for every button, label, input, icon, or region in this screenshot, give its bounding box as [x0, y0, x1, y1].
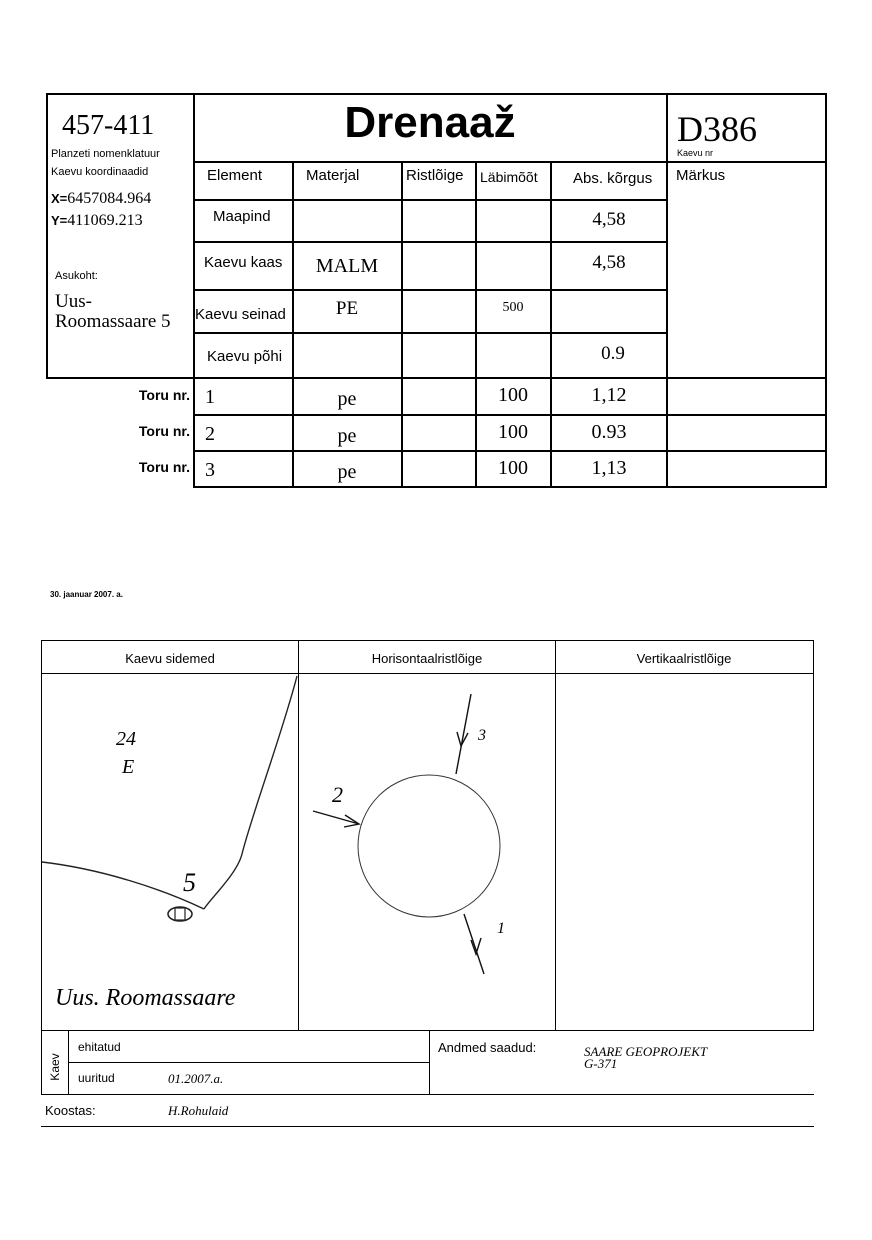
row-diameter: 500: [502, 300, 524, 315]
site-sketch: [42, 674, 298, 1030]
coord-x-value: 6457084.964: [67, 190, 152, 207]
pipe-nr: 1: [205, 386, 215, 408]
pipe-height: 1,13: [591, 457, 627, 479]
compiled-by-label: Koostas:: [45, 1103, 96, 1118]
row-material: PE: [335, 298, 359, 319]
pipe-label: Toru nr.: [138, 459, 190, 475]
data-source-code: G-371: [584, 1056, 618, 1071]
well-symbol-icon: [168, 907, 192, 921]
pipe-height: 0.93: [591, 421, 627, 443]
pipe-nr: 2: [205, 423, 215, 445]
kaev-label: Kaev: [48, 1053, 62, 1081]
hand-note-2: E: [122, 756, 135, 778]
arrow-label-1: 1: [497, 920, 505, 937]
horizontal-section: [299, 674, 555, 1030]
arrow-label-2: 2: [332, 782, 343, 807]
coord-y: [51, 212, 143, 230]
pipe-diameter: 100: [498, 457, 528, 479]
well-circle: [358, 775, 500, 917]
pipe-material: pe: [337, 425, 357, 447]
data-source-value: SAARE GEOPROJEKT: [584, 1044, 708, 1059]
surveyed-label: uuritud: [78, 1071, 115, 1085]
sheet-number-label: Planzeti nomenklatuur: [51, 148, 160, 160]
row-height: 0.9: [601, 343, 625, 364]
pipe-nr: 3: [205, 459, 215, 481]
coord-x-label: X=: [51, 191, 68, 206]
sketch-col-vertical: Vertikaalristlõige: [636, 651, 732, 666]
row-height: 4,58: [592, 252, 626, 273]
row-element: Maapind: [213, 208, 271, 225]
location-label: Asukoht:: [55, 270, 98, 282]
location-value: Uus-Roomassaare 5: [55, 291, 171, 332]
col-height: Abs. kõrgus: [573, 170, 653, 187]
pipe-diameter: 100: [498, 421, 528, 443]
coord-x: [51, 190, 151, 208]
pipe-diameter: 100: [498, 384, 528, 406]
hand-well-nr: 5: [183, 868, 196, 897]
coordinates-label: Kaevu koordinaadid: [51, 166, 149, 178]
col-diameter: Läbimõõt: [480, 169, 538, 185]
built-label: ehitatud: [78, 1040, 121, 1054]
row-material: MALM: [315, 255, 379, 277]
page-title: Drenaaž: [344, 98, 516, 147]
col-material: Materjal: [306, 167, 360, 184]
coord-y-value: 411069.213: [67, 212, 143, 229]
sheet-number: 457-411: [62, 110, 155, 141]
well-number-label: Kaevu nr: [677, 148, 714, 158]
coord-y-label: Y=: [51, 213, 68, 228]
row-element: Kaevu põhi: [207, 348, 283, 365]
sketch-col-horizontal: Horisontaalristlõige: [371, 651, 483, 666]
col-notes: Märkus: [676, 167, 726, 184]
pipe-label: Toru nr.: [138, 387, 190, 403]
document-date: 30. jaanuar 2007. a.: [50, 590, 123, 599]
compiled-by-value: H.Rohulaid: [168, 1103, 229, 1118]
hand-street-name: Uus. Roomassaare: [55, 985, 236, 1011]
row-element: Kaevu seinad: [195, 306, 286, 323]
pipe-height: 1,12: [591, 384, 627, 406]
arrow-label-3: 3: [478, 727, 486, 744]
surveyed-value: 01.2007.a.: [168, 1071, 224, 1086]
pipe-material: pe: [337, 461, 357, 483]
pipe-label: Toru nr.: [138, 423, 190, 439]
sketch-col-connections: Kaevu sidemed: [125, 651, 215, 666]
col-element: Element: [207, 167, 263, 184]
row-element: Kaevu kaas: [204, 254, 283, 271]
well-number: D386: [677, 109, 757, 149]
col-cross: Ristlõige: [406, 167, 464, 184]
pipe-material: pe: [337, 388, 357, 410]
row-height: 4,58: [592, 209, 626, 230]
data-source-label: Andmed saadud:: [438, 1040, 537, 1055]
hand-note-1: 24: [116, 728, 136, 750]
